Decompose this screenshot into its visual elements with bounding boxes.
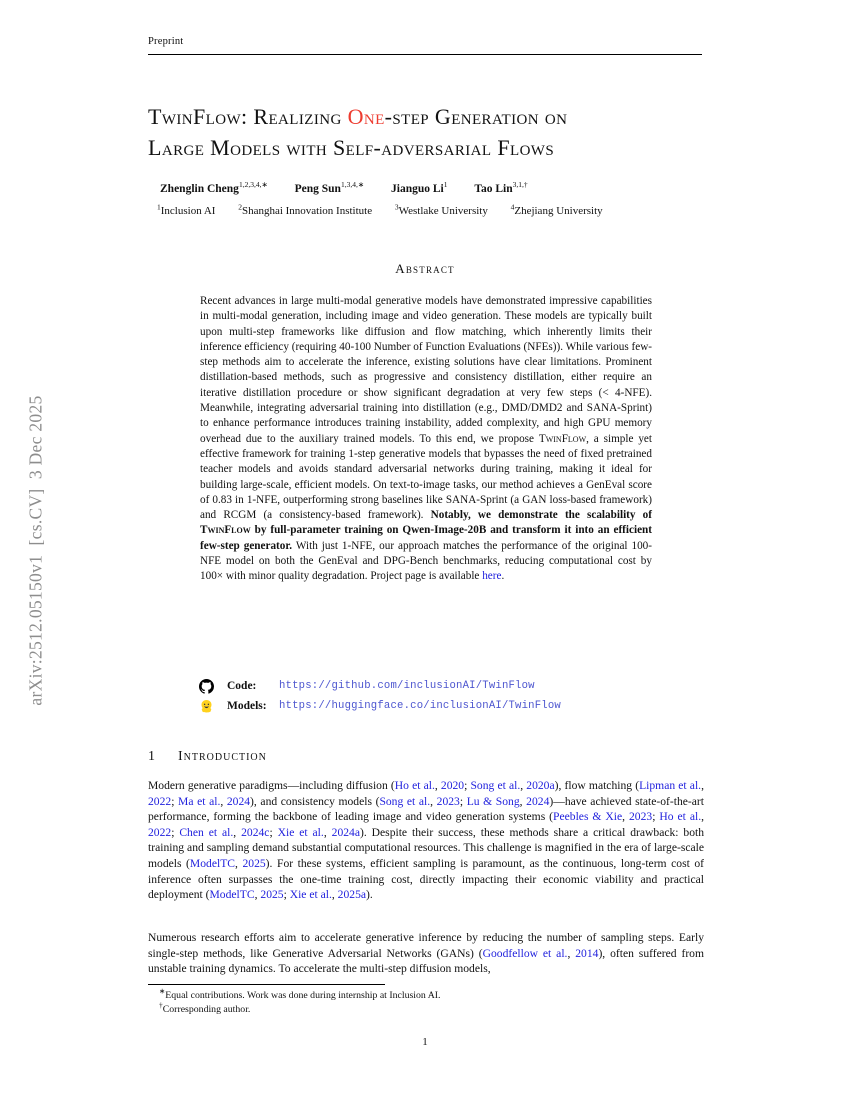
citation-link[interactable]: Song et al. <box>379 794 431 808</box>
citation-link[interactable]: Ho et al. <box>659 810 702 824</box>
text-segment: , <box>323 825 332 839</box>
section-title: Introduction <box>178 749 267 764</box>
citation-link[interactable]: 2020 <box>440 779 465 792</box>
author-superscript: 3,1,† <box>512 180 528 190</box>
citation-link[interactable]: 2023 <box>629 810 653 824</box>
code-label: Code: <box>227 680 257 692</box>
text-segment: Recent advances in large multi-modal generative models have demonstrated impressive capabilities in multi-modal generation, including image and video generation. These models are typically built upon multi-step frameworks like diffusion and flow matching, which inherently limits their inference efficiency (requiring 40-100 Number of Function Evaluations (NFEs)). While various few-step methods aim to accelerate the inference, existing solutions have clear limitations. Prominent distillation-based methods, such as progressive and consistency distillation, either require an iterative distillation procedure or show significant degradation at very few steps (< 4-NFE). Meanwhile, integrating adversarial training into distillation (e.g., DMD/DMD2 and SANA-Sprint) to enhance performance introduces training instability, added complexity, and high GPU memory overhead due to the auxiliary trained models. To this end, we propose <box>200 295 652 445</box>
citation-link[interactable]: Song et al. <box>470 779 521 792</box>
page-number: 1 <box>422 1036 428 1048</box>
citation-link[interactable]: 2023 <box>436 794 460 808</box>
author-name: Tao Lin <box>474 183 513 195</box>
code-url[interactable]: https://github.com/inclusionAI/TwinFlow <box>279 680 535 692</box>
text-segment: , <box>254 888 261 902</box>
text-segment: ; <box>283 888 290 902</box>
models-url[interactable]: https://huggingface.co/inclusionAI/TwinFlow <box>279 700 561 712</box>
affiliation-name: Inclusion AI <box>160 205 216 217</box>
citation-link[interactable]: ModelTC <box>189 856 236 870</box>
citation-link[interactable]: Lu & Song <box>466 794 520 808</box>
citation-link[interactable]: 2022 <box>148 825 172 839</box>
models-link-row <box>199 696 652 716</box>
affiliation <box>510 202 603 217</box>
affiliation <box>157 202 216 217</box>
text-segment: -step Generation on <box>384 104 568 129</box>
affiliation-superscript: 1 <box>157 202 161 212</box>
text-segment: ). Despite their success, these methods share a critical drawback: both training and sampling demand substantial computational resources. This challenge is magnified in the era of large-scale models ( <box>148 825 705 870</box>
text-segment: ), often suffered from unstable training dynamics. To accelerate the multi-step diffusion models, <box>148 946 705 976</box>
text-segment: , <box>430 794 437 808</box>
citation-link[interactable]: Peebles & Xie <box>553 810 623 824</box>
text-segment: Notably, we demonstrate the scalability of <box>430 509 652 522</box>
authors-row <box>160 180 704 195</box>
citation-link[interactable]: 2025 <box>242 856 266 870</box>
affiliation-superscript: 2 <box>238 202 242 212</box>
text-segment: ). For these systems, efficient sampling is paramount, as the continuous, long-term cost of inference often surpasses the one-time training cost, directly impacting their economic viability and practical deployment ( <box>148 856 705 902</box>
text-segment: , <box>434 779 441 792</box>
text-segment: TwinFlow: Realizing <box>148 104 348 129</box>
author-name: Peng Sun <box>294 183 341 195</box>
text-segment: , <box>519 794 527 808</box>
models-label: Models: <box>227 700 267 712</box>
affiliation-name: Zhejiang University <box>514 205 603 217</box>
intro-paragraph-1 <box>148 778 704 903</box>
text-segment: , <box>220 794 227 808</box>
resource-links <box>199 676 652 716</box>
text-segment: , <box>331 888 338 902</box>
footnote-marker: † <box>159 1000 163 1010</box>
author <box>391 180 448 195</box>
text-segment: Modern generative paradigms—including diffusion ( <box>148 779 395 792</box>
text-segment: , <box>701 779 704 792</box>
text-segment: Large Models with Self-adversarial Flows <box>148 135 555 160</box>
text-segment: , <box>567 946 576 960</box>
citation-link[interactable]: 2025a <box>337 888 367 902</box>
paper-title-line2 <box>148 132 704 163</box>
citation-link[interactable]: 2024 <box>526 794 550 808</box>
text-segment: ), flow matching ( <box>554 779 640 792</box>
text-segment: ; <box>464 779 471 792</box>
intro-paragraph-2 <box>148 930 704 977</box>
author <box>474 180 528 195</box>
citation-link[interactable]: 2024a <box>331 825 360 839</box>
paper-title <box>148 101 704 163</box>
abstract-heading: Abstract <box>395 261 455 276</box>
citation-link[interactable]: 2025 <box>260 888 284 902</box>
affiliation-superscript: 4 <box>510 202 515 212</box>
text-segment: , <box>622 810 629 824</box>
author-name: Zhenglin Cheng <box>160 183 239 195</box>
citation-link[interactable]: Xie et al. <box>289 888 332 902</box>
text-segment: ). <box>366 888 373 902</box>
text-segment: With just 1-NFE, our approach matches the performance of the original 100-NFE model on both the GenEval and DPG-Bench benchmarks, reducing computational cost by 100× with minor quality degradation. Project page is available <box>200 539 652 583</box>
huggingface-icon <box>199 699 215 714</box>
citation-link[interactable]: Ma et al. <box>178 794 221 808</box>
footnotes <box>148 986 704 1016</box>
preprint-label: Preprint <box>148 36 184 47</box>
text-segment: Numerous research efforts aim to accelerate generative inference by reducing the number of sampling steps. Early single-step methods, like Generative Adversarial Networks (GANs) ( <box>148 931 704 960</box>
text-segment: ; <box>459 794 467 808</box>
text-segment: TwinFlow <box>200 524 251 537</box>
author-name: Jianguo Li <box>391 183 444 195</box>
affiliation <box>238 202 373 217</box>
text-segment: )—have achieved state-of-the-art performance, forming the backbone of leading image and video generation systems ( <box>148 794 704 824</box>
affiliation <box>394 202 488 217</box>
section-number: 1 <box>148 749 155 764</box>
text-segment: . <box>501 570 505 583</box>
text-segment: One <box>347 104 385 129</box>
text-segment: by full-parameter training on Qwen-Image-20B and transform it into an efficient few-step generator. <box>200 524 652 552</box>
author-superscript: 1,3,4,∗ <box>340 180 365 190</box>
citation-link[interactable]: 2024c <box>241 825 270 839</box>
citation-link[interactable]: Ho et al. <box>394 779 435 792</box>
citation-link[interactable]: Lipman et al. <box>639 779 702 792</box>
arxiv-watermark: arXiv:2512.05150v1 [cs.CV] 3 Dec 2025 <box>25 394 46 706</box>
text-segment: , a simple yet effective framework for training 1-step generative models that bypasses the need of fixed pretrained teacher models and avoids standard adversarial networks during training, making it ideal for building large-scale, efficient models. On text-to-image tasks, our method achieves a GenEval score of 0.83 in 1-NFE, outperforming strong baselines like SANA-Sprint (a GAN loss-based framework) and RCGM (a consistency-based framework). <box>200 432 652 522</box>
affiliation-name: Shanghai Innovation Institute <box>241 205 373 217</box>
section-heading <box>148 749 704 765</box>
text-segment: ; <box>269 825 278 839</box>
citation-link[interactable]: 2020a <box>526 779 555 792</box>
text-segment: TwinFlow <box>538 432 587 445</box>
text-segment: , <box>233 825 242 839</box>
text-segment: ), and consistency models ( <box>250 794 380 808</box>
footnote-text: Corresponding author. <box>162 1003 251 1015</box>
footnote <box>148 986 704 1003</box>
affiliation-superscript: 3 <box>394 202 399 212</box>
text-segment: , <box>701 810 704 824</box>
footnote-rule <box>148 984 385 985</box>
citation-link[interactable]: 2022 <box>148 794 172 808</box>
affiliation-name: Westlake University <box>398 205 488 217</box>
citation-link[interactable]: Xie et al. <box>277 825 324 839</box>
footnote-text: Equal contributions. Work was done during internship at Inclusion AI. <box>165 990 441 1001</box>
author <box>160 180 268 195</box>
author-superscript: 1,2,3,4,∗ <box>238 180 268 190</box>
author-superscript: 1 <box>443 180 448 190</box>
footnote <box>148 1000 704 1017</box>
affiliations-row <box>157 202 703 217</box>
footnote-marker: ∗ <box>159 986 166 996</box>
citation-link[interactable]: 2024 <box>226 794 251 808</box>
text-segment: ; <box>171 794 179 808</box>
author <box>294 180 365 195</box>
text-segment: , <box>520 779 527 792</box>
github-icon <box>199 679 215 694</box>
citation-link[interactable]: Goodfellow et al. <box>482 946 568 960</box>
text-segment: , <box>235 856 243 870</box>
paper-title-line1 <box>148 101 704 132</box>
citation-link[interactable]: 2014 <box>575 946 599 960</box>
text-segment: ; <box>171 825 180 839</box>
header-rule <box>148 54 702 55</box>
abstract-body <box>200 294 652 585</box>
citation-link[interactable]: ModelTC <box>209 888 255 902</box>
citation-link[interactable]: Chen et al. <box>179 825 234 839</box>
hyperlink[interactable]: here <box>482 570 502 583</box>
text-segment: ; <box>652 810 660 824</box>
code-link-row <box>199 676 652 696</box>
